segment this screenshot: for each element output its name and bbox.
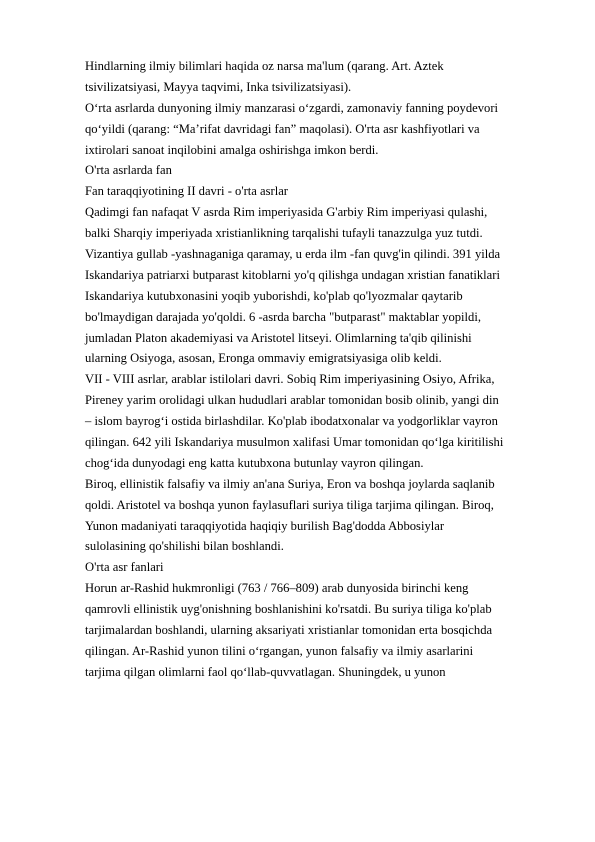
text-line: qo‘yildi (qarang: “Ma’rifat davridagi fan” maqolasi). O'rta asr kashfiyotlari va <box>85 121 480 136</box>
text-line: O'rta asrlarda fan <box>85 163 172 178</box>
text-line: tarjima qilgan olimlarni faol qo‘llab-quvvatlagan. Shuningdek, u yunon <box>85 664 446 679</box>
text-line: VII - VIII asrlar, arablar istilolari davri. Sobiq Rim imperiyasining Osiyo, Afrika, <box>85 372 495 387</box>
text-line: O‘rta asrlarda dunyoning ilmiy manzarasi o‘zgardi, zamonaviy fanning poydevori <box>85 100 499 115</box>
text-line: Biroq, ellinistik falsafiy va ilmiy an'ana Suriya, Eron va boshqa joylarda saqlanib <box>85 476 495 491</box>
text-line: Iskandariya kutubxonasini yoqib yuborishdi, ko'plab qo'lyozmalar qaytarib <box>85 288 463 303</box>
text-line: Fan taraqqiyotining II davri - o'rta asrlar <box>85 184 289 199</box>
text-line: Pireney yarim orolidagi ulkan hududlari arablar tomonidan bosib olinib, yangi din <box>85 393 499 408</box>
text-line: qilingan. Ar-Rashid yunon tilini o‘rgangan, yunon falsafiy va ilmiy asarlarini <box>85 643 474 658</box>
text-line: Iskandariya patriarxi butparast kitoblarni yo'q qilishga undagan xristian fanatiklari <box>85 267 500 282</box>
text-line: ularning Osiyoga, asosan, Eronga ommaviy emigratsiyasiga olib keldi. <box>85 351 442 366</box>
text-line: tarjimalardan boshlandi, ularning aksariyati xristianlar tomonidan erta bosqichda <box>85 623 493 638</box>
text-line: Vizantiya gullab -yashnaganiga qaramay, u erda ilm -fan quvg'in qilindi. 391 yilda <box>85 247 501 262</box>
text-line: qoldi. Aristotel va boshqa yunon faylasuflari suriya tiliga tarjima qilingan. Biroq, <box>85 497 494 512</box>
text-line: qamrovli ellinistik uyg'onishning boshlanishini ko'rsatdi. Bu suriya tiliga ko'plab <box>85 602 492 617</box>
text-line: sulolasining qo'shilishi bilan boshlandi. <box>85 539 284 554</box>
text-line: jumladan Platon akademiyasi va Aristotel litseyi. Olimlarning ta'qib qilinishi <box>85 330 472 345</box>
text-line: qilingan. 642 yili Iskandariya musulmon xalifasi Umar tomonidan qo‘lga kiritilishi <box>85 435 504 450</box>
body-text <box>85 56 555 683</box>
text-line: chog‘ida dunyodagi eng katta kutubxona butunlay vayron qilingan. <box>85 455 424 470</box>
text-line: Yunon madaniyati taraqqiyotida haqiqiy burilish Bag'dodda Abbosiylar <box>85 518 445 533</box>
text-line: Qadimgi fan nafaqat V asrda Rim imperiyasida G'arbiy Rim imperiyasi qulashi, <box>85 205 488 220</box>
text-line: tsivilizatsiyasi, Mayya taqvimi, Inka tsivilizatsiyasi). <box>85 79 352 94</box>
text-line: O'rta asr fanlari <box>85 560 164 575</box>
text-line: ixtirolari sanoat inqilobini amalga oshirishga imkon berdi. <box>85 142 379 157</box>
text-line: balki Sharqiy imperiyada xristianlikning tarqalishi tufayli tanazzulga yuz tutdi. <box>85 226 483 241</box>
text-line: – islom bayrog‘i ostida birlashdilar. Ko'plab ibodatxonalar va yodgorliklar vayron <box>85 414 498 429</box>
text-line: Hindlarning ilmiy bilimlari haqida oz narsa ma'lum (qarang. Art. Aztek <box>85 59 444 73</box>
text-line: bo'lmaydigan darajada yo'qoldi. 6 -asrda barcha "butparast" maktablar yopildi, <box>85 309 482 324</box>
text-line: Horun ar-Rashid hukmronligi (763 / 766–809) arab dunyosida birinchi keng <box>85 581 469 596</box>
